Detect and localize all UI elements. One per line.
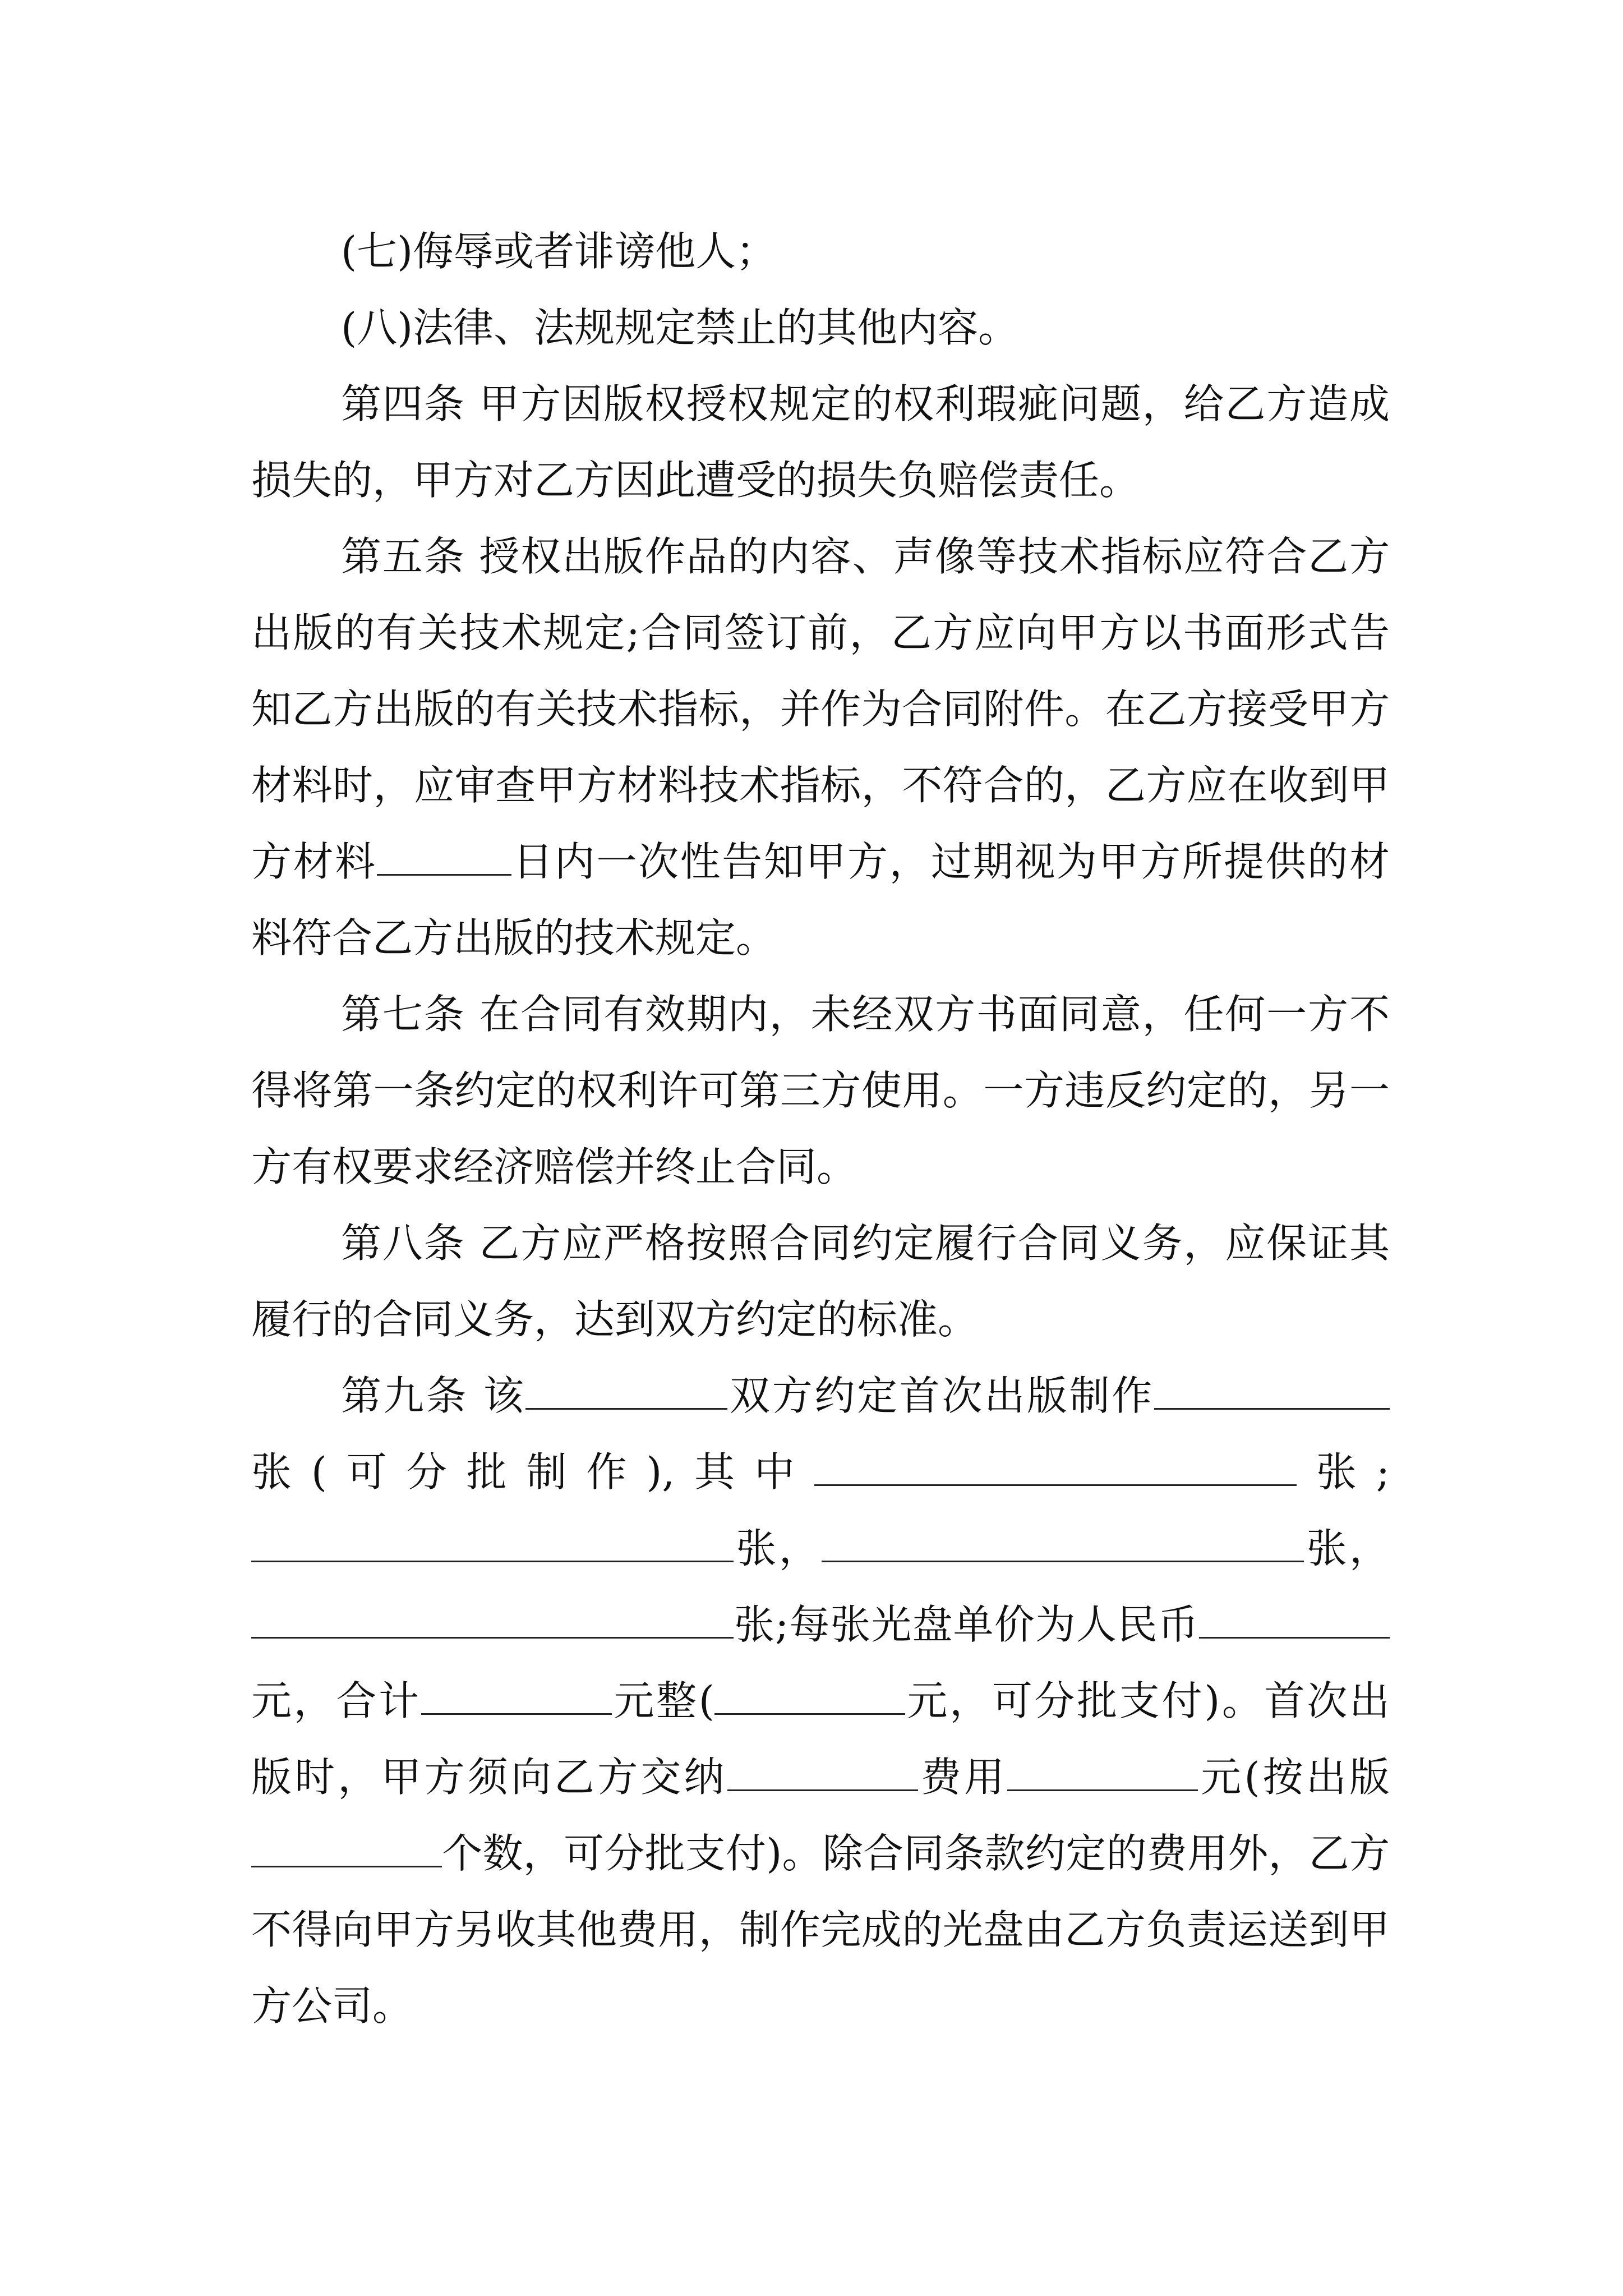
paragraph-text: 个数，可分批支付)。除合同条款约定的费用外，乙方不得向甲方另收其他费用，制作完成的光盘由乙方负责运送到甲方公司。 (251, 1830, 1390, 2030)
paragraph-text: 张; (1296, 1448, 1390, 1496)
paragraph-text: 元，合计 (251, 1677, 421, 1724)
fill-blank-publish-item (251, 1826, 442, 1867)
paragraph-item-8 (251, 289, 1390, 366)
fill-blank-quantity-1 (814, 1445, 1297, 1486)
paragraph-text: 第八条 乙方应严格按照合同约定履行合同义务，应保证其履行的合同义务，达到双方约定的标准。 (251, 1220, 1390, 1343)
fill-blank-total-numeric (714, 1674, 905, 1715)
fill-blank-total (421, 1674, 612, 1715)
paragraph-text: 费用 (917, 1754, 1008, 1801)
paragraph-text: 第四条 甲方因版权授权规定的权利瑕疵问题，给乙方造成损失的，甲方对乙方因此遭受的损失负赔偿责任。 (251, 380, 1390, 504)
paragraph-text: 第五条 授权出版作品的内容、声像等技术指标应符合乙方出版的有关技术规定;合同签订前，乙方应向甲方以书面形式告知乙方出版的有关技术指标，并作为合同附件。在乙方接受甲方材料时，应审查甲方材料技术指标，不符合的，乙方应在收到甲方材料 (251, 533, 1390, 885)
paragraph-text: (七)侮辱或者诽谤他人； (341, 228, 777, 275)
fill-blank-fee-type (727, 1750, 918, 1791)
fill-blank-unit-price (1199, 1598, 1390, 1639)
paragraph-article-8 (251, 1205, 1390, 1358)
fill-blank-days (377, 835, 511, 876)
paragraph-text: 双方约定首次出版制作 (727, 1372, 1154, 1419)
fill-blank-quantity-3 (822, 1521, 1304, 1562)
paragraph-text: 张;每张光盘单价为人民币 (734, 1601, 1199, 1648)
fill-blank-fee-amount (1007, 1750, 1198, 1791)
paragraph-article-5 (251, 518, 1390, 976)
paragraph-article-4 (251, 366, 1390, 518)
document-body (251, 213, 1390, 2044)
fill-blank-quantity (1154, 1369, 1390, 1410)
paragraph-text: (八)法律、法规规定禁止的其他内容。 (341, 304, 1019, 351)
fill-blank-quantity-2 (251, 1521, 734, 1562)
paragraph-text: 元(按出版 (1198, 1754, 1390, 1801)
paragraph-text: 张， (1304, 1525, 1390, 1572)
paragraph-article-7 (251, 976, 1390, 1205)
paragraph-text: 第九条 该 (341, 1372, 526, 1419)
paragraph-text: 张， (734, 1525, 822, 1572)
paragraph-text: 元整( (611, 1677, 714, 1724)
paragraph-text: 元，可分批支付)。首次出版时，甲方须向乙方交纳 (251, 1677, 1390, 1801)
paragraph-text: 张(可分批制作),其中 (251, 1448, 814, 1496)
fill-blank-quantity-4 (251, 1598, 734, 1639)
paragraph-text: 日内一次性告知甲方，过期视为甲方所提供的材料符合乙方出版的技术规定。 (251, 838, 1390, 961)
paragraph-item-7 (251, 213, 1390, 289)
paragraph-text: 第七条 在合同有效期内，未经双方书面同意，任何一方不得将第一条约定的权利许可第三方使用。一方违反约定的，另一方有权要求经济赔偿并终止合同。 (251, 991, 1390, 1190)
paragraph-article-9 (251, 1358, 1390, 2044)
fill-blank-item (525, 1369, 727, 1410)
